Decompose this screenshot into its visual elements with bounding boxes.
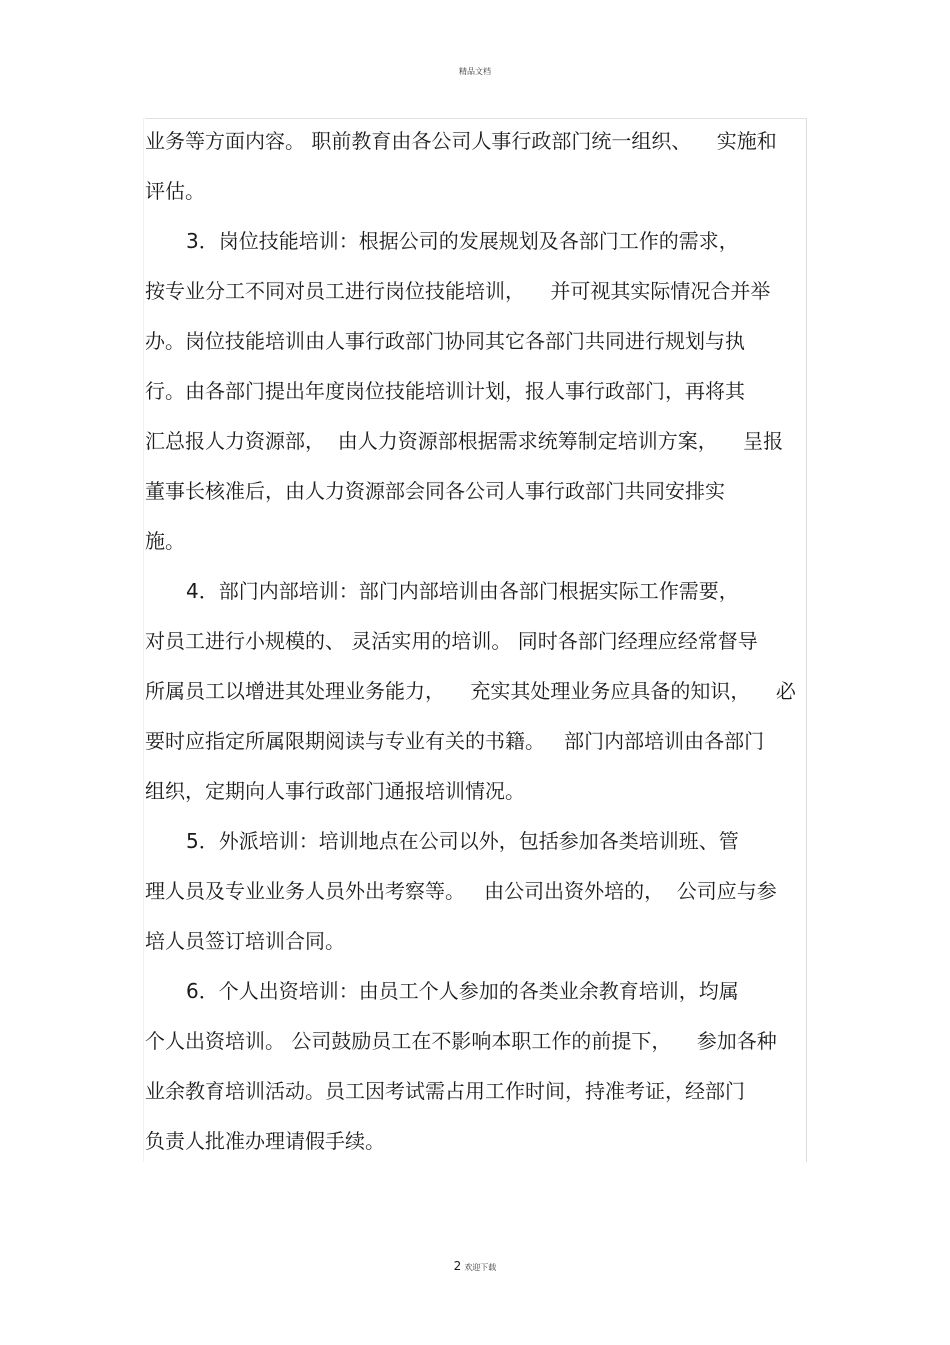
- text-line: 行。由各部门提出年度岗位技能培训计划，报人事行政部门，再将其: [145, 379, 745, 403]
- content-frame-left-border: [143, 118, 144, 1162]
- page-number: 2: [453, 1259, 462, 1273]
- text-line: 业余教育培训活动。员工因考试需占用工作时间，持准考证，经部门: [145, 1079, 745, 1103]
- page-footer: [0, 1259, 950, 1273]
- text-line: 要时应指定所属限期阅读与专业有关的书籍。 部门内部培训由各部门: [145, 729, 765, 753]
- text-line: 理人员及专业业务人员外出考察等。 由公司出资外培的， 公司应与参: [145, 879, 777, 903]
- text-line: 业务等方面内容。 职前教育由各公司人事行政部门统一组织、 实施和: [145, 129, 777, 153]
- text-line: 施。: [145, 529, 185, 553]
- text-line: 按专业分工不同对员工进行岗位技能培训， 并可视其实际情况合并举: [145, 279, 771, 303]
- text-line: 培人员签订培训合同。: [145, 929, 345, 953]
- text-line: 个人出资培训。 公司鼓励员工在不影响本职工作的前提下， 参加各种: [145, 1029, 777, 1053]
- content-frame-top-border: [145, 118, 807, 119]
- text-line: 组织，定期向人事行政部门通报培训情况。: [145, 779, 525, 803]
- paragraph-6-heading-line: 6．个人出资培训：由员工个人参加的各类业余教育培训，均属: [186, 979, 739, 1003]
- page-header: 精品文档: [459, 67, 491, 76]
- paragraph-3-heading-line: 3．岗位技能培训：根据公司的发展规划及各部门工作的需求，: [186, 229, 739, 253]
- text-line: 办。岗位技能培训由人事行政部门协同其它各部门共同进行规划与执: [145, 329, 745, 353]
- text-line: 所属员工以增进其处理业务能力， 充实其处理业务应具备的知识， 必: [145, 679, 796, 703]
- text-line: 董事长核准后，由人力资源部会同各公司人事行政部门共同安排实: [145, 479, 725, 503]
- paragraph-4-heading-line: 4．部门内部培训：部门内部培训由各部门根据实际工作需要，: [186, 579, 739, 603]
- text-line: 对员工进行小规模的、 灵活实用的培训。 同时各部门经理应经常督导: [145, 629, 758, 653]
- content-frame-right-border: [806, 118, 807, 1162]
- footer-text: 欢迎下载: [464, 1263, 497, 1272]
- paragraph-5-heading-line: 5．外派培训：培训地点在公司以外，包括参加各类培训班、管: [186, 829, 739, 853]
- text-line: 汇总报人力资源部， 由人力资源部根据需求统筹制定培训方案， 呈报: [145, 429, 784, 453]
- text-line: 评估。: [145, 179, 205, 203]
- text-line: 负责人批准办理请假手续。: [145, 1129, 385, 1153]
